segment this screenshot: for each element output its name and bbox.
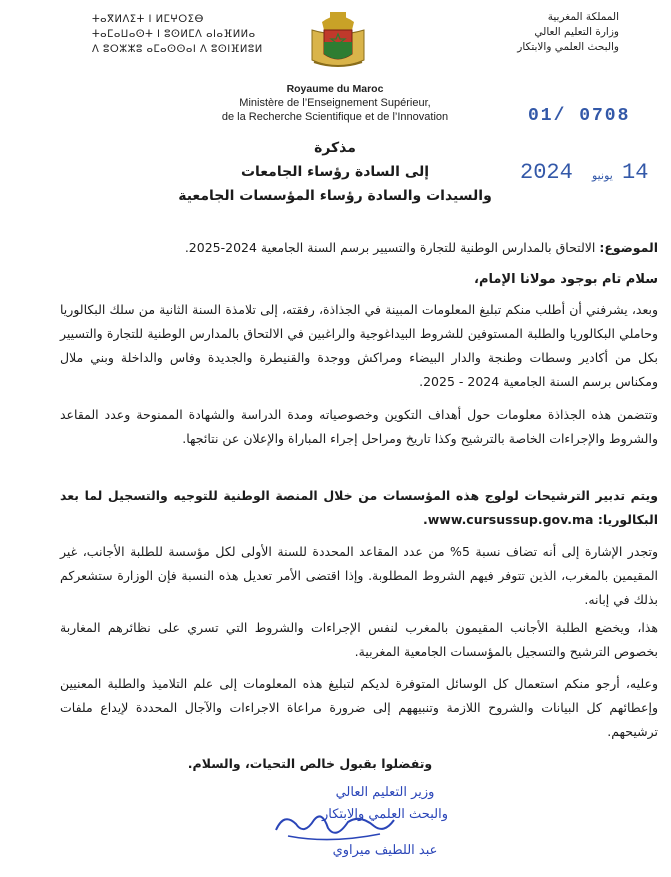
signature-title-line-1: وزير التعليم العالي <box>335 785 435 800</box>
tifinagh-line-1: ⵜⴰⴳⵍⴷⵉⵜ ⵏ ⵍⵎⵖⵔⵉⴱ <box>92 14 204 25</box>
french-header <box>180 82 490 124</box>
closing-greeting: وتفضلوا بقبول خالص التحيات، والسلام. <box>187 756 433 771</box>
french-header-line-3: de la Recherche Scientifique et de l’Innovation <box>221 111 449 123</box>
tifinagh-header <box>92 12 292 57</box>
memo-title: مذكرة <box>314 140 356 156</box>
reference-number-stamp: 01/ 0708 <box>528 106 631 126</box>
french-header-line-2: Ministère de l’Enseignement Supérieur, <box>239 97 431 109</box>
paragraph-content-description: وتتضمن هذه الجذاذة معلومات حول أهداف التكوين وخصوصياته ومدة الدراسة والشهادة الممنوحة وعدد المقاعد والشروط والإجراءات الخاصة بالترشيح وكذا تاريخ ومراحل إجراء المباراة والإعلان عن نتائجها. <box>60 407 658 446</box>
paragraph-request-dissemination: وعليه، أرجو منكم استعمال كل الوسائل المتوفرة لديكم لتبليغ هذه المعلومات إلى علم التلاميذ والطلبة المعنيين وإعطائهم كل البيانات والشروح اللازمة وتنبيههم إلى ضرورة مراعاة الاجراءات والآجال المحددة لإيداع ملفات ترشيحهم. <box>60 676 658 739</box>
subject-text: الالتحاق بالمدارس الوطنية للتجارة والتسيير برسم السنة الجامعية 2024-2025. <box>184 240 600 255</box>
date-day: 14 <box>622 160 649 185</box>
addressee <box>170 160 500 208</box>
coat-of-arms-emblem <box>308 8 368 72</box>
addressee-line-1: إلى السادة رؤساء الجامعات <box>240 164 430 180</box>
arabic-header-line-1: المملكة المغربية <box>547 11 619 23</box>
tifinagh-line-3: ⴷ ⵓⵔⵣⵣⵓ ⴰⵎⴰⵙⵙⴰⵏ ⴷ ⵓⵙⵏⴼⵍⵓⵍ <box>92 44 263 55</box>
date-year: 2024 <box>520 160 573 185</box>
subject-line <box>60 236 658 260</box>
date-month: يونيو <box>592 169 613 182</box>
arabic-header-line-3: والبحث العلمي والابتكار <box>517 41 619 53</box>
arabic-header-line-2: وزارة التعليم العالي <box>534 26 619 38</box>
paragraph-foreign-students-quota: وتجدر الإشارة إلى أنه تضاف نسبة 5% من عدد المقاعد المحددة للسنة الأولى لكل مؤسسة للطلبة الأجانب، غير المقيمين بالمغرب، الذين تتوفر فيهم الشروط المطلوبة. وإذا اقتضى الأمر تعديل هذه النسبة فإن الوزارة ستشعركم بذلك في إبانه. <box>60 544 658 607</box>
date-stamp <box>520 160 650 190</box>
signature-name: عبد اللطيف ميراوي <box>332 843 438 858</box>
handwritten-signature <box>270 806 400 846</box>
greeting: سلام تام بوجود مولانا الإمام، <box>474 272 658 287</box>
french-header-line-1: Royaume du Maroc <box>286 83 384 95</box>
tifinagh-line-2: ⵜⴰⵎⴰⵡⴰⵙⵜ ⵏ ⵓⵙⵍⵎⴷ ⴰⵏⴰⴼⵍⵍⴰ <box>92 29 256 40</box>
paragraph-intro: وبعد، يشرفني أن أطلب منكم تبليغ المعلومات المبينة في الجذاذة، رفقته، إلى تلامذة السنة الثانية من سلك البكالوريا وحاملي البكالوريا والطلبة المستوفين للشروط البيداغوجية والراغبين في الالتحاق بالمدارس الوطنية للتجارة والتسيير بكل من أكادير وسطات وطنجة والدار البيضاء ومراكش ووجدة والقنيطرة والجديدة وفاس والداخلة وبني ملال ومكناس برسم السنة الجامعية 2024 - 2025. <box>60 302 658 389</box>
arabic-header <box>449 10 619 55</box>
addressee-line-2: والسيدات والسادة رؤساء المؤسسات الجامعية <box>178 188 492 204</box>
paragraph-application-platform: ويتم تدبير الترشيحات لولوج هذه المؤسسات من خلال المنصة الوطنية للتوجيه والتسجيل لما بعد البكالوريا: www.cursussup.gov.ma. <box>60 488 658 527</box>
signature-title-line-2: والبحث العلمي والابتكار <box>322 807 448 822</box>
subject-label: الموضوع: <box>599 240 658 255</box>
paragraph-resident-foreign-students: هذا، ويخضع الطلبة الأجانب المقيمون بالمغرب لنفس الإجراءات والشروط التي تسري على نظائرهم المغاربة بخصوص الترشيح والتسجيل بالمؤسسات الجامعية المغربية. <box>60 620 658 659</box>
